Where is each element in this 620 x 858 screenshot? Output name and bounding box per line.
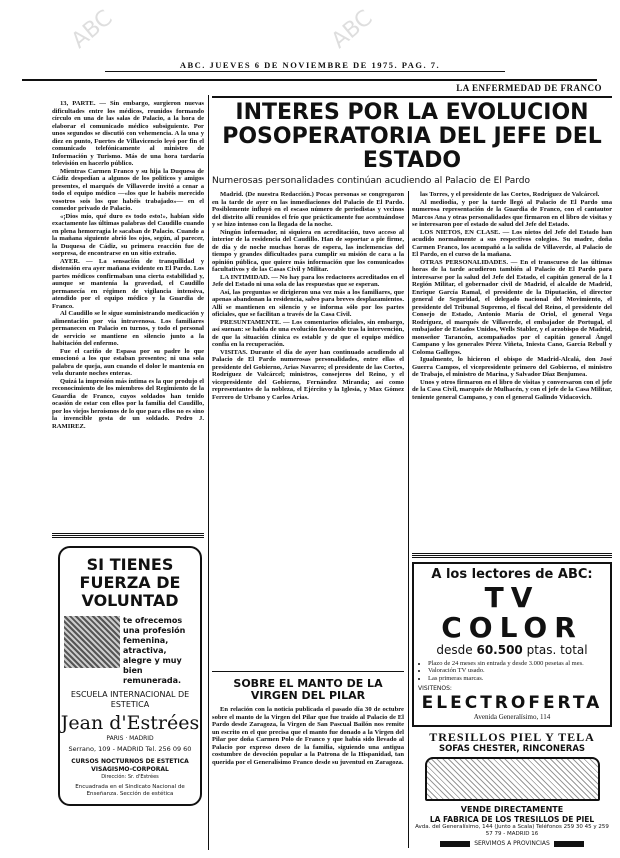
header-rule xyxy=(105,71,505,72)
ad-intro: A los lectores de ABC: xyxy=(431,566,593,582)
header-rule-thick xyxy=(22,79,597,81)
headline-subtitle: Numerosas personalidades continúan acudiendo al Palacio de El Pardo xyxy=(212,176,530,186)
paragraph: «¡Dios mío, qué duro es todo esto!», habían sido exactamente las últimas palabras del Caudillo cuando en plena hemorragia le sacaban de Palacio. Cuando a la mañana siguiente abrió los ojos, según, al parecer, la Duquesa de Cádiz, su primera reacción fue de sorpresa, de encontrarse en un sitio extraño. xyxy=(52,212,204,257)
paragraph: AYER. — La sensación de tranquilidad y distensión era ayer mañana evidente en El Pardo. Los partes médicos confirmaban una cierta estabilidad y, aunque se mantenía la gravedad, el Caudillo permanecía en régimen de vigilancia intensiva, atendido por el equipo médico y la Guardia de Franco. xyxy=(52,257,204,310)
paragraph: Al Caudillo se le sigue suministrando medicación y alimentación por vía intravenosa. Los familiares permanecen en Palacio en turnos, y todo el personal de servicio se mantiene en silencio junto a la habitación del enfermo. xyxy=(52,310,204,347)
ad-shipping: SERVIMOS A PROVINCIAS xyxy=(474,840,550,847)
paragraph: OTRAS PERSONALIDADES. — En el transcurso de las últimas horas de la tarde acudieron también al Palacio de El Pardo para interesarse por la salud del Jefe del Estado, el capitán general de la I Región Militar, el gobernador civil de Madrid, el alcalde de Madrid, Enrique García Ramal, el presidente de la Diputación, el director general de Seguridad, el delegado nacional del Movimiento, el presidente del Tribunal Supremo, el fiscal del Reino, el presidente del Consejo de Estado, Antonio María de Oriol, el general Vega Rodríguez, el marqués de Villaverde, el embajador de Portugal, el embajador de Estados Unidos, Wells Stabler, y el arzobispo de Madrid, monseñor Tarancón, acompañados por el capitán general Ángel Campano y los generales Pérez Viñeta, Iniesta Cano, García Rebull y Coloma Gallegos. xyxy=(412,258,612,356)
ad-brand: Jean d'Estrées xyxy=(60,712,200,734)
bullet: • Las primeras marcas. xyxy=(428,675,604,683)
paragraph: Igualmente, lo hicieron el obispo de Madrid-Alcalá, don José Guerra Campos, el vicepresidente primero del Gobierno, el ministro de Trabajo, el ministro de Marina, y Salvador Díaz Benjumea. xyxy=(412,356,612,378)
ad-address: Avda. del Generalísimo, 144 (Junto a Scala) Teléfonos 259 30 45 y 259 57 79 - MADRID 16 xyxy=(415,824,609,837)
price: 60.500 xyxy=(476,642,523,657)
paragraph: Al mediodía, y por la tarde llegó al Palacio de El Pardo una numerosa representación de la Guardia de Franco, con el cantautor Marcos Ana y otras personalidades que firmaron en el libro de visitas y se interesaron por el estado de salud del Jefe del Estado. xyxy=(412,198,612,228)
divider xyxy=(412,553,612,558)
ad-escuela-estetica xyxy=(58,546,202,806)
ad-direction: Dirección: Sr. d'Estrées xyxy=(101,774,159,780)
ad-address: Serrano, 109 - MADRID Tel. 256 09 60 xyxy=(68,745,192,753)
store-name: ELECTROFERTA xyxy=(421,693,603,713)
ad-note: Encuadrada en el Sindicato Nacional de Enseñanza. Sección de estética xyxy=(75,784,185,797)
divider xyxy=(52,533,204,538)
paragraph: Quizá la impresión más íntima es la que produjo el reconocimiento de los miembros del Regimiento de la Guardia de Franco, cuyos soldados han tenido ocasión de estar con ellos por la familia del Caudillo, por los viejos heroísmos de lo que para ellos no es sino la invencible gesta de un soldado. Pedro J. RAMIREZ. xyxy=(52,377,204,430)
paragraph: Así, las preguntas se dirigieron una vez más a los familiares, que apenas abandonan la residencia, salvo para breves desplazamientos. Allí se mantienen en silencio y se informa sólo por los partes oficiales, que se facilitan a través de la Casa Civil. xyxy=(212,288,404,318)
paragraph: En relación con la noticia publicada el pasado día 30 de octubre sobre el manto de la Virgen del Pilar que fue traído al Palacio de El Pardo desde Zaragoza, la Virgen de San Pascual Bailón nos remite un escrito en el que precisa que el manto fue donado a la Virgen del Pilar por doña Carmen Polo de Franco y que había sido llevado al Palacio por expreso deseo de la familia, siguiendo una antigua costumbre de devoción popular a la Patrona de la Hispanidad, tan querida por el Generalísimo Franco desde su juventud en Zaragoza. xyxy=(212,706,404,766)
price-suffix: ptas. total xyxy=(526,642,588,657)
bullet: • Plazo de 24 meses sin entrada y desde 3.000 pesetas al mes. xyxy=(428,660,604,668)
ad-tv-color xyxy=(412,562,612,728)
ad-tresillos xyxy=(412,730,612,848)
ad-subtitle: SOFAS CHESTER, RINCONERAS xyxy=(438,744,586,754)
paragraph: 13, PARTE. — Sin embargo, surgieron nuevas dificultades entre los médicos, reunidos formando círculo en una de las salas de Palacio, a la hora de elaborar el comunicado médico subsiguiente. Por unos segundos se discutió con vehemencia. A la una y diez en punto, Fuertes de Villavicencio leyó por fin el comunicado telefónicamente al ministro de Información y Turismo. Más de una hora tardaría televisión en hacerlo público. xyxy=(52,100,204,167)
middle-column xyxy=(212,191,408,848)
visit-label: VISITENOS: xyxy=(418,685,452,692)
ad-title: TRESILLOS PIEL Y TELA xyxy=(429,730,595,744)
section-title: LA ENFERMEDAD DE FRANCO xyxy=(456,83,602,93)
ad-cities: PARIS · MADRID xyxy=(106,735,154,742)
watermark: ABC xyxy=(66,5,118,54)
left-column-text xyxy=(52,100,204,528)
paragraph: Ningún informador, ni siquiera en acreditación, tuvo acceso al interior de la residencia del Caudillo. Han de soportar a pie firme, de día y de noche muchas horas de espera, las inclemencias del tiempo y grandes dificultades para cumplir su misión de cara a la opinión pública, que quiere más información que los comunicados facultativos y de las Casas Civil y Militar. xyxy=(212,228,404,273)
paragraph: las Torres, y el presidente de las Cortes, Rodríguez de Valcárcel. xyxy=(420,191,600,198)
price-prefix: desde xyxy=(436,642,473,657)
article-columns xyxy=(212,191,612,848)
main-article-area xyxy=(212,96,612,848)
paragraph: LOS NIETOS, EN CLASE. — Los nietos del Jefe del Estado han acudido normalmente a sus respectivos colegios. Su madre, doña Carmen Franco, los acompañó a la salida de Villaverde, al Palacio de El Pardo, en el curso de la mañana. xyxy=(412,228,612,258)
paragraph: Madrid. (De nuestra Redacción.) Pocas personas se congregaron en la tarde de ayer en las inmediaciones del Palacio de El Pardo. Posiblemente influyó en el escaso número de periodistas y vecinos del distrito allí reunidos el frío que prácticamente fue acentuándose y se hizo intenso con la llegada de la noche. xyxy=(212,191,404,228)
decorative-bar xyxy=(554,841,584,847)
bullet: • Valoración TV usado. xyxy=(428,667,604,675)
paragraph: VISITAS. Durante el día de ayer han continuado acudiendo al Palacio de El Pardo numerosas personalidades, entre ellas el presidente del Gobierno, Arias Navarro; el presidente de las Cortes, Rodríguez de Valcárcel; ministros, consejeros del Reino, y el vicepresidente del Gobierno, Fernández Miranda; así como representantes de la nobleza, el Ejército y la Iglesia, y Max Gómez Ferrero de Urbano y Carlos Arias. xyxy=(212,348,404,401)
ad-title: SI TIENES FUERZA DE VOLUNTAD xyxy=(79,555,181,610)
headline-rule xyxy=(212,96,612,98)
dateline: ABC. JUEVES 6 DE NOVIEMBRE DE 1975. PAG. 7. xyxy=(179,60,441,70)
paragraph: Unos y otros firmaron en el libro de visitas y conversaron con el jefe de la Casa Civil, marqués de Mulhacén, y con el jefe de la Casa Militar, teniente general Campano, y con el general Galindo Vidacovich. xyxy=(412,378,612,401)
paragraph: LA INTIMIDAD. — No hay para los redactores acreditados en el Jefe del Estado ni una sola de las respuestas que se esperan. xyxy=(212,273,404,288)
ad-courses: CURSOS NOCTURNOS DE ESTETICA xyxy=(71,758,189,765)
divider xyxy=(212,671,404,672)
article-title: SOBRE EL MANTO DE LA VIRGEN DEL PILAR xyxy=(233,677,383,702)
ad-school: ESCUELA INTERNACIONAL DE ESTETICA xyxy=(70,690,190,709)
watermark: ABC xyxy=(326,5,378,54)
headline: INTERES POR LA EVOLUCION POSOPERATORIA DEL JEFE DEL ESTADO xyxy=(222,100,602,173)
paragraph: PRESUNTAMENTE. — Los comentarios oficiales, sin embargo, así suenan: se habla de una evolución favorable tras la intervención, de que la situación clínica es estable y de que el equipo médico confía en la recuperación. xyxy=(212,318,404,348)
store-address: Avenida Generalísimo, 114 xyxy=(473,713,551,721)
right-column-text xyxy=(412,191,612,549)
column-divider xyxy=(208,95,209,850)
paragraph: Fue el cariño de Espasa por su padre lo que emocionó a los que estaban presentes; ni una sola palabra de queja, aun cuando el dolor le mantenía en vela durante noches enteras. xyxy=(52,347,204,377)
article-text xyxy=(212,706,404,848)
woman-illustration xyxy=(64,616,120,668)
sofa-illustration xyxy=(425,757,600,801)
ad-sell: VENDE DIRECTAMENTE xyxy=(460,805,564,814)
right-column xyxy=(408,191,612,848)
ad-offer: te ofrecemos una profesión femenina, atractiva, alegre y muy bien remunerada. xyxy=(123,616,186,685)
paragraph: Mientras Carmen Franco y su hija la Duquesa de Cádiz despedían a algunos de los políticos y amigos presentes, el marqués de Villaverde invitó a cenar a todo el equipo médico —«los que le habéis merecido vosotros sois los que habéis trabajado»— en el comedor privado de Palacio. xyxy=(52,167,204,212)
decorative-bar xyxy=(440,841,470,847)
ad-title: TV COLOR xyxy=(441,580,583,644)
ad-courses2: VISAGISMO-CORPORAL xyxy=(91,766,169,773)
middle-column-text xyxy=(212,191,404,667)
ad-factory: LA FABRICA DE LOS TRESILLOS DE PIEL xyxy=(429,815,595,824)
